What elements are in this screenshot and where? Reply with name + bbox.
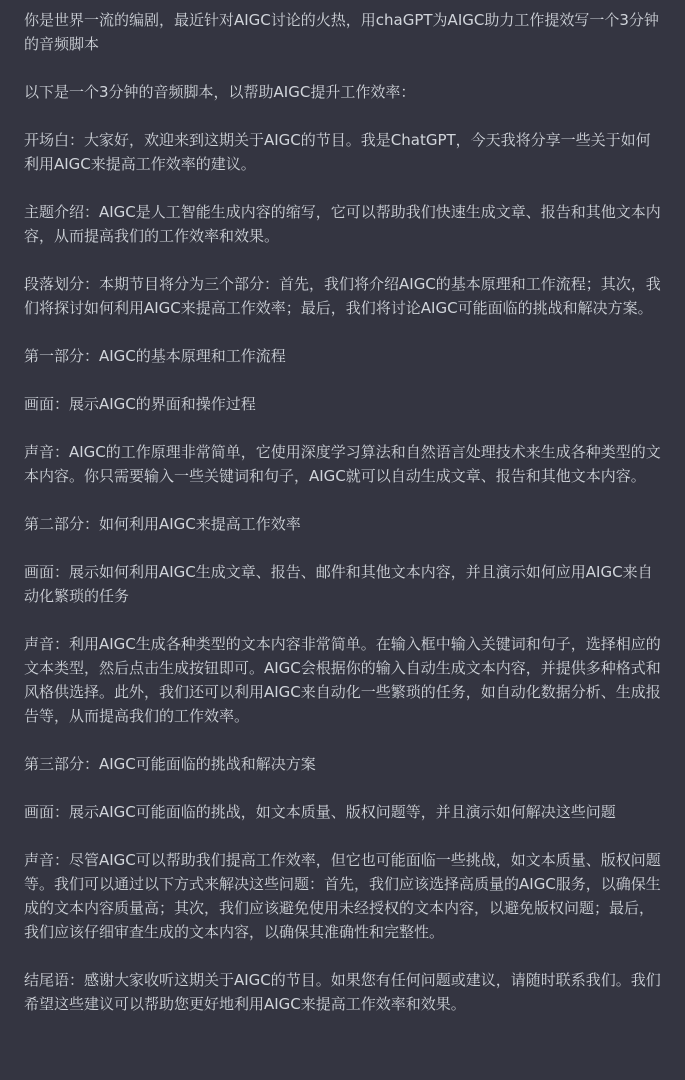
- response-part3-visual: 画面：展示AIGC可能面临的挑战，如文本质量、版权问题等，并且演示如何解决这些问题: [24, 803, 616, 821]
- response-part3-heading: 第三部分：AIGC可能面临的挑战和解决方案: [24, 755, 316, 773]
- response-topic-intro: 主题介绍：AIGC是人工智能生成内容的缩写，它可以帮助我们快速生成文章、报告和其他文本内容，从而提高我们的工作效率和效果。: [24, 203, 661, 245]
- response-part2-audio: 声音：利用AIGC生成各种类型的文本内容非常简单。在输入框中输入关键词和句子，选择相应的文本类型，然后点击生成按钮即可。AIGC会根据你的输入自动生成文本内容，并提供多种格式和风格供选择。此外，我们还可以利用AIGC来自动化一些繁琐的任务，如自动化数据分析、生成报告等，从而提高我们的工作效率。: [24, 635, 661, 725]
- response-section-outline: 段落划分：本期节目将分为三个部分：首先，我们将介绍AIGC的基本原理和工作流程；其次，我们将探讨如何利用AIGC来提高工作效率；最后，我们将讨论AIGC可能面临的挑战和解决方案。: [24, 275, 661, 317]
- response-part2-heading: 第二部分：如何利用AIGC来提高工作效率: [24, 515, 301, 533]
- response-intro: 以下是一个3分钟的音频脚本，以帮助AIGC提升工作效率：: [24, 83, 416, 101]
- response-part1-heading: 第一部分：AIGC的基本原理和工作流程: [24, 347, 286, 365]
- response-part2-visual: 画面：展示如何利用AIGC生成文章、报告、邮件和其他文本内容，并且演示如何应用AIGC来自动化繁琐的任务: [24, 563, 653, 605]
- user-prompt: 你是世界一流的编剧，最近针对AIGC讨论的火热，用chaGPT为AIGC助力工作提效写一个3分钟的音频脚本: [24, 11, 659, 53]
- response-opening: 开场白：大家好，欢迎来到这期关于AIGC的节目。我是ChatGPT，今天我将分享一些关于如何利用AIGC来提高工作效率的建议。: [24, 131, 651, 173]
- response-closing: 结尾语：感谢大家收听这期关于AIGC的节目。如果您有任何问题或建议，请随时联系我们。我们希望这些建议可以帮助您更好地利用AIGC来提高工作效率和效果。: [24, 971, 661, 1013]
- response-part1-audio: 声音：AIGC的工作原理非常简单，它使用深度学习算法和自然语言处理技术来生成各种类型的文本内容。你只需要输入一些关键词和句子，AIGC就可以自动生成文章、报告和其他文本内容。: [24, 443, 661, 485]
- assistant-response: [24, 80, 665, 1016]
- response-part1-visual: 画面：展示AIGC的界面和操作过程: [24, 395, 256, 413]
- response-part3-audio: 声音：尽管AIGC可以帮助我们提高工作效率，但它也可能面临一些挑战，如文本质量、版权问题等。我们可以通过以下方式来解决这些问题：首先，我们应该选择高质量的AIGC服务，以确保生成的文本内容质量高；其次，我们应该避免使用未经授权的文本内容，以避免版权问题；最后，我们应该仔细审查生成的文本内容，以确保其准确性和完整性。: [24, 851, 661, 941]
